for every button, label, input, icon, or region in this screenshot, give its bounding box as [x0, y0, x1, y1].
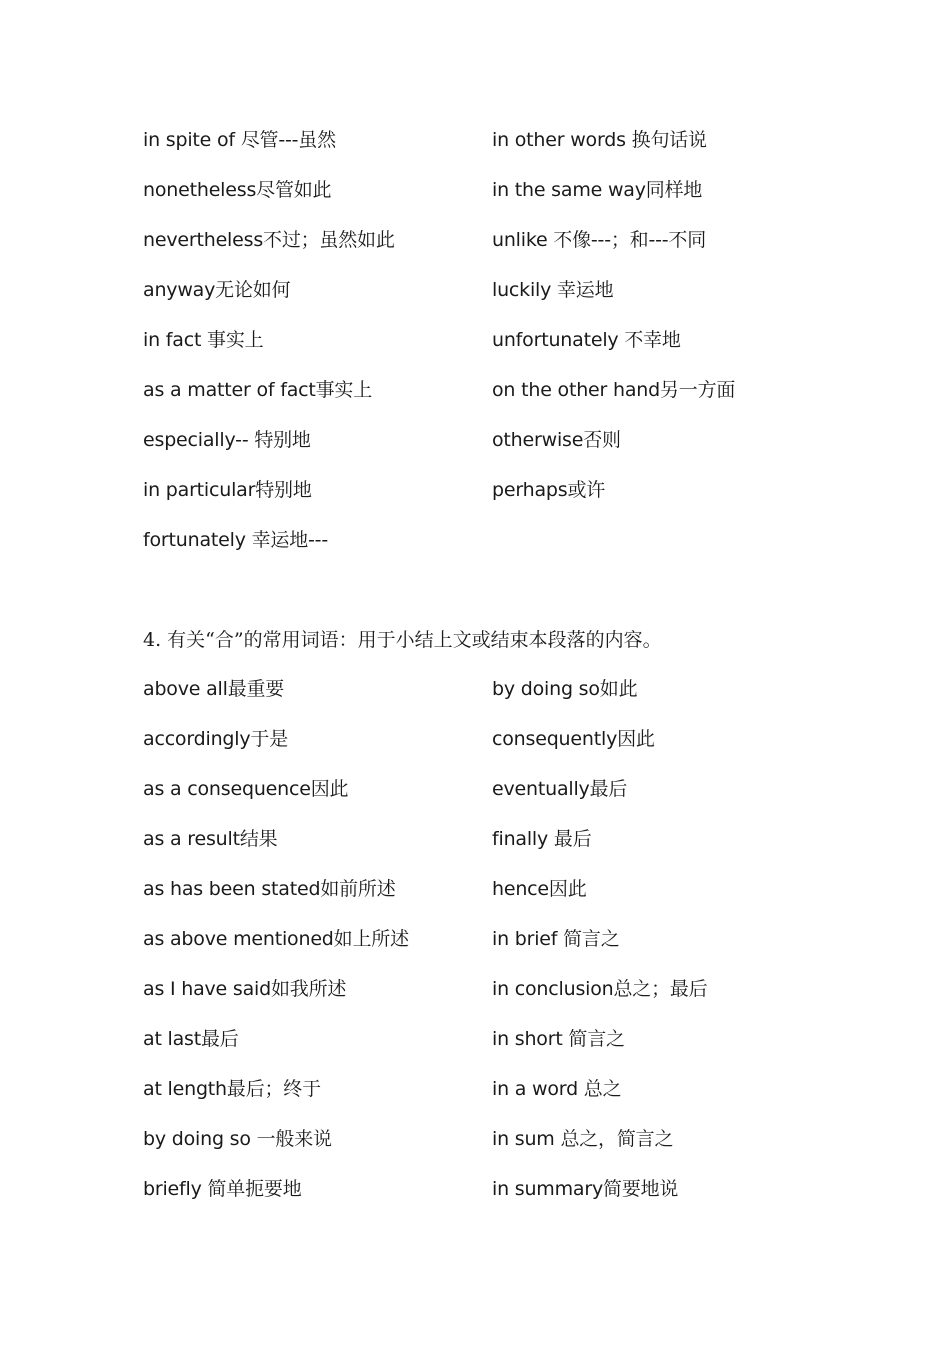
phrase-row	[143, 1071, 843, 1121]
phrase-row	[143, 522, 843, 572]
phrase-left: fortunately 幸运地---	[143, 529, 328, 551]
phrase-row	[143, 1121, 843, 1171]
phrase-left: as a result结果	[143, 828, 278, 850]
phrase-row	[143, 472, 843, 522]
phrase-row	[143, 871, 843, 921]
phrase-right: in short 简言之	[492, 1028, 625, 1050]
phrase-right: finally 最后	[492, 828, 592, 850]
phrase-right: hence因此	[492, 878, 587, 900]
phrase-left: nevertheless不过；虽然如此	[143, 229, 395, 251]
phrase-right	[492, 522, 841, 572]
phrase-right: eventually最后	[492, 778, 628, 800]
phrase-row	[143, 671, 843, 721]
phrase-left: especially-- 特别地	[143, 429, 311, 451]
phrase-right: otherwise否则	[492, 429, 621, 451]
phrase-left: as a consequence因此	[143, 778, 349, 800]
phrase-row	[143, 372, 843, 422]
phrase-row	[143, 222, 843, 272]
phrase-left: at length最后；终于	[143, 1078, 321, 1100]
phrase-list-1	[143, 122, 843, 572]
phrase-row	[143, 721, 843, 771]
phrase-right: in a word 总之	[492, 1078, 622, 1100]
phrase-right: luckily 幸运地	[492, 279, 614, 301]
phrase-right: in brief 简言之	[492, 928, 620, 950]
phrase-left: nonetheless尽管如此	[143, 179, 332, 201]
phrase-left: by doing so 一般来说	[143, 1128, 332, 1150]
phrase-right: in the same way同样地	[492, 179, 703, 201]
phrase-right: unfortunately 不幸地	[492, 329, 681, 351]
phrase-row	[143, 272, 843, 322]
phrase-left: in spite of 尽管---虽然	[143, 129, 336, 151]
phrase-left: at last最后	[143, 1028, 239, 1050]
phrase-right: consequently因此	[492, 728, 655, 750]
phrase-left: anyway无论如何	[143, 279, 291, 301]
phrase-left: as has been stated如前所述	[143, 878, 396, 900]
phrase-right: by doing so如此	[492, 678, 638, 700]
phrase-left: in fact 事实上	[143, 329, 264, 351]
phrase-left: as a matter of fact事实上	[143, 379, 373, 401]
phrase-row	[143, 921, 843, 971]
phrase-row	[143, 1021, 843, 1071]
phrase-list-2	[143, 671, 843, 1221]
phrase-left: as I have said如我所述	[143, 978, 347, 1000]
phrase-row	[143, 122, 843, 172]
phrase-right: unlike 不像---；和---不同	[492, 229, 707, 251]
phrase-row	[143, 971, 843, 1021]
phrase-right: in summary简要地说	[492, 1178, 679, 1200]
phrase-row	[143, 821, 843, 871]
phrase-right: in conclusion总之；最后	[492, 978, 708, 1000]
phrase-row	[143, 322, 843, 372]
phrase-left: briefly 简单扼要地	[143, 1178, 302, 1200]
phrase-left: accordingly于是	[143, 728, 289, 750]
section-heading: 4. 有关“合”的常用词语：用于小结上文或结束本段落的内容。	[143, 629, 662, 651]
phrase-right: in other words 换句话说	[492, 129, 707, 151]
phrase-left: as above mentioned如上所述	[143, 928, 409, 950]
phrase-row	[143, 172, 843, 222]
phrase-left: above all最重要	[143, 678, 285, 700]
phrase-right: on the other hand另一方面	[492, 379, 736, 401]
phrase-row	[143, 422, 843, 472]
phrase-row	[143, 771, 843, 821]
phrase-right: perhaps或许	[492, 479, 606, 501]
phrase-right: in sum 总之，简言之	[492, 1128, 674, 1150]
phrase-row	[143, 1171, 843, 1221]
phrase-left: in particular特别地	[143, 479, 312, 501]
